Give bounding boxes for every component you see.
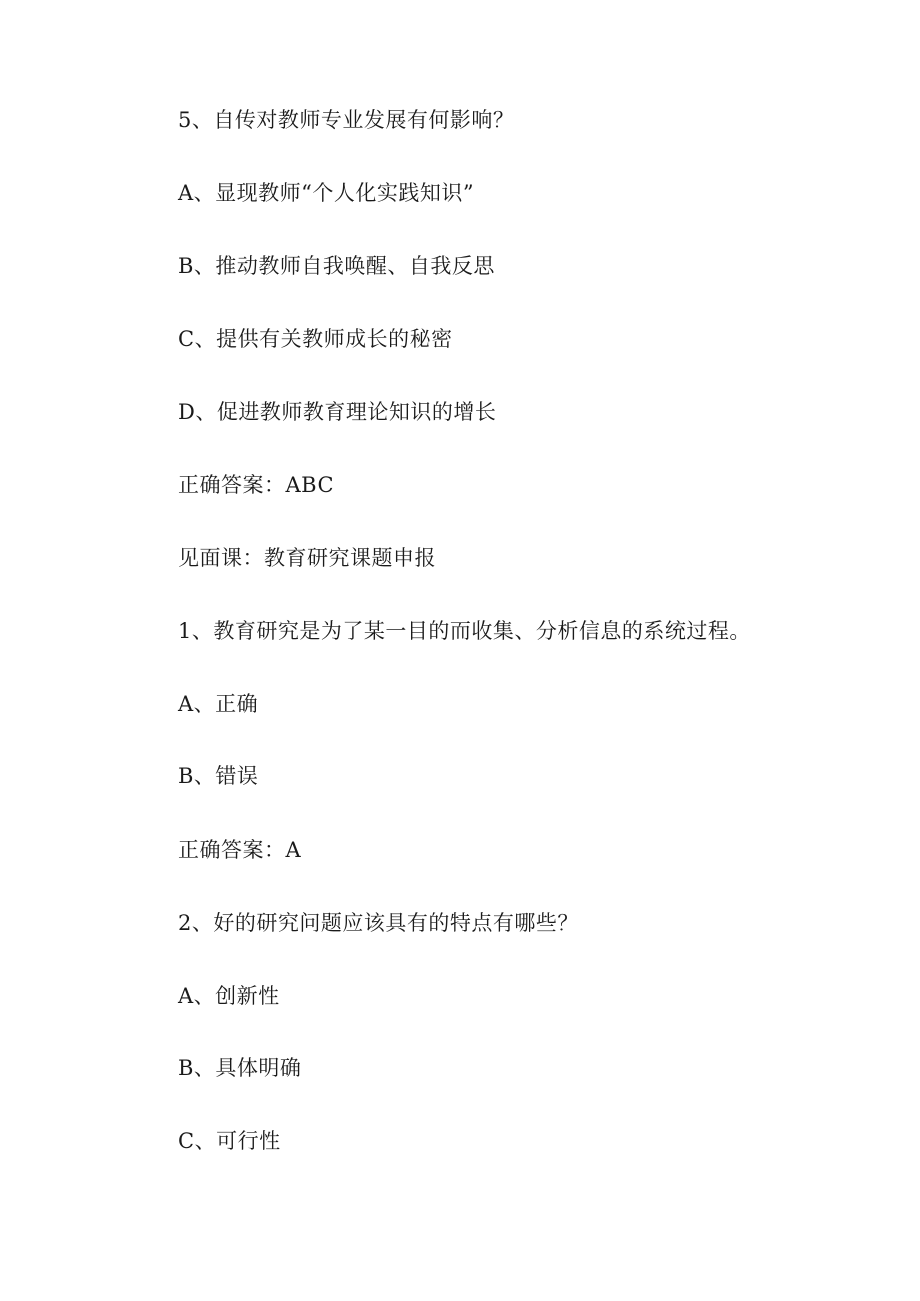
question-1-option-b: B、错误 [178,764,259,788]
question-5-option-c: C、提供有关教师成长的秘密 [178,327,453,351]
question-5-answer: 正确答案：ABC [178,473,335,497]
question-5-option-a: A、显现教师“个人化实践知识” [178,181,475,205]
question-2-option-b: B、具体明确 [178,1056,302,1080]
question-2-option-c: C、可行性 [178,1129,281,1153]
question-1-answer: 正确答案：A [178,838,302,862]
question-5-option-d: D、促进教师教育理论知识的增长 [178,400,497,424]
question-5-option-b: B、推动教师自我唤醒、自我反思 [178,254,495,278]
section-heading: 见面课：教育研究课题申报 [178,546,436,570]
question-2-option-a: A、创新性 [178,984,280,1008]
question-2-text: 2、好的研究问题应该具有的特点有哪些？ [178,911,579,935]
question-1-text: 1、教育研究是为了某一目的而收集、分析信息的系统过程。 [178,619,751,643]
question-1-option-a: A、正确 [178,692,259,716]
question-5-text: 5、自传对教师专业发展有何影响？ [178,108,515,132]
